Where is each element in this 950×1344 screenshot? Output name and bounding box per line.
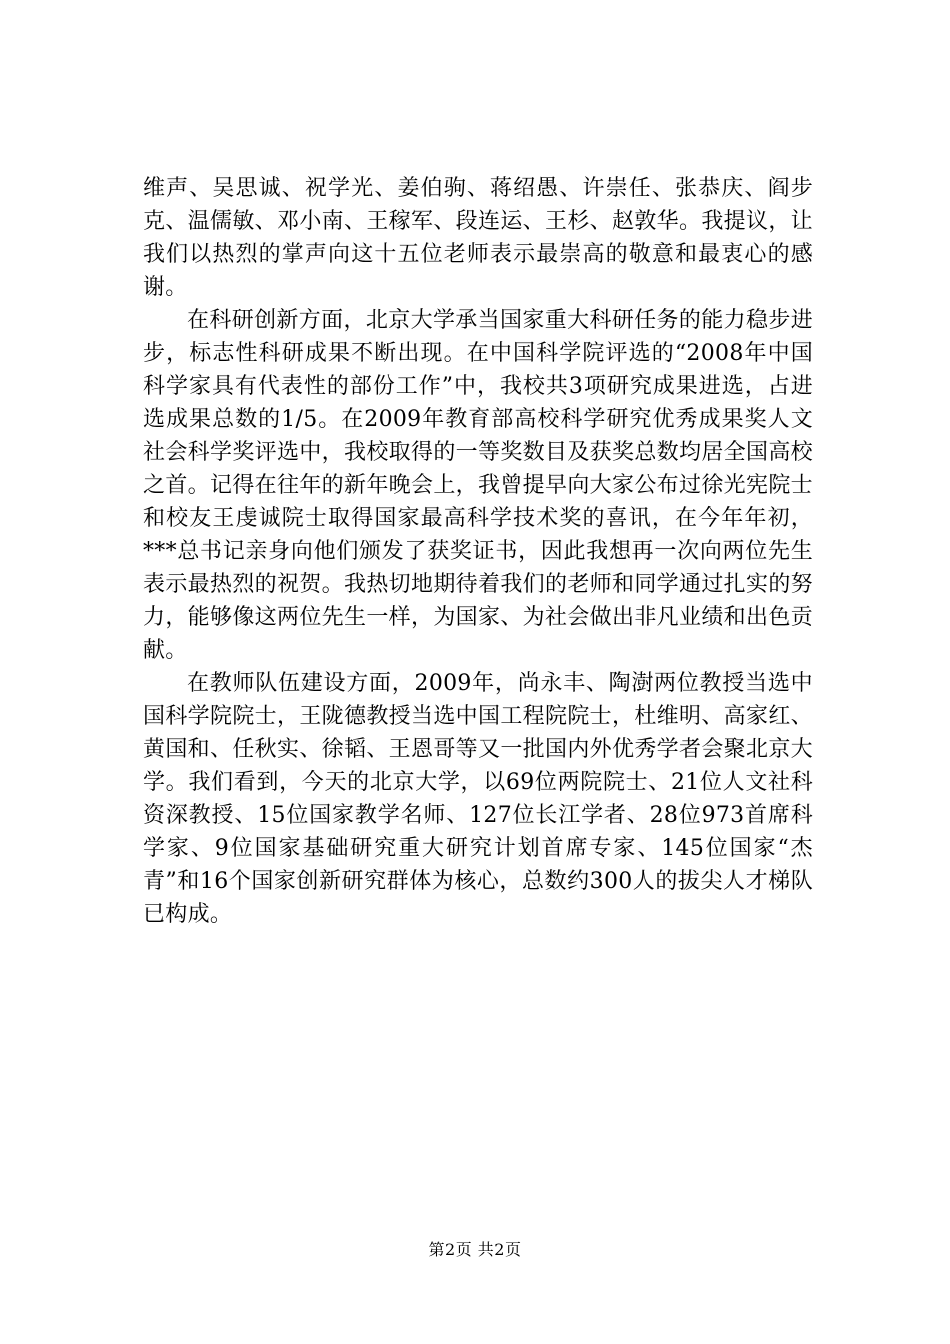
paragraph-3: 在教师队伍建设方面，2009年，尚永丰、陶澍两位教授当选中国科学院院士，王陇德教授当选中国工程院院士，杜维明、高家红、黄国和、任秋实、徐韬、王恩哥等又一批国内外优秀学者会聚北京大学。我们看到，今天的北京大学，以69位两院院士、21位人文社科资深教授、15位国家教学名师、127位长江学者、28位973首席科学家、9位国家基础研究重大研究计划首席专家、145位国家“杰青”和16个国家创新研究群体为核心，总数约300人的拔尖人才梯队已构成。 [143, 671, 813, 927]
document-body [143, 172, 813, 931]
paragraph-2: 在科研创新方面，北京大学承当国家重大科研任务的能力稳步进步，标志性科研成果不断出现。在中国科学院评选的“2008年中国科学家具有代表性的部份工作”中，我校共3项研究成果进选，占进选成果总数的1/5。在2009年教育部高校科学研究优秀成果奖人文社会科学奖评选中，我校取得的一等奖数目及获奖总数均居全国高校之首。记得在往年的新年晚会上，我曾提早向大家公布过徐光宪院士和校友王虔诚院士取得国家最高科学技术奖的喜讯，在今年年初，***总书记亲身向他们颁发了获奖证书，因此我想再一次向两位先生表示最热烈的祝贺。我热切地期待着我们的老师和同学通过扎实的努力，能够像这两位先生一样，为国家、为社会做出非凡业绩和出色贡献。 [143, 308, 813, 663]
paragraph-1: 维声、吴思诚、祝学光、姜伯驹、蒋绍愚、许崇任、张恭庆、阎步克、温儒敏、邓小南、王稼军、段连运、王杉、赵敦华。我提议，让我们以热烈的掌声向这十五位老师表示最崇高的敬意和最衷心的感谢。 [143, 176, 813, 300]
page-footer: 第2页 共2页 [428, 1240, 522, 1259]
